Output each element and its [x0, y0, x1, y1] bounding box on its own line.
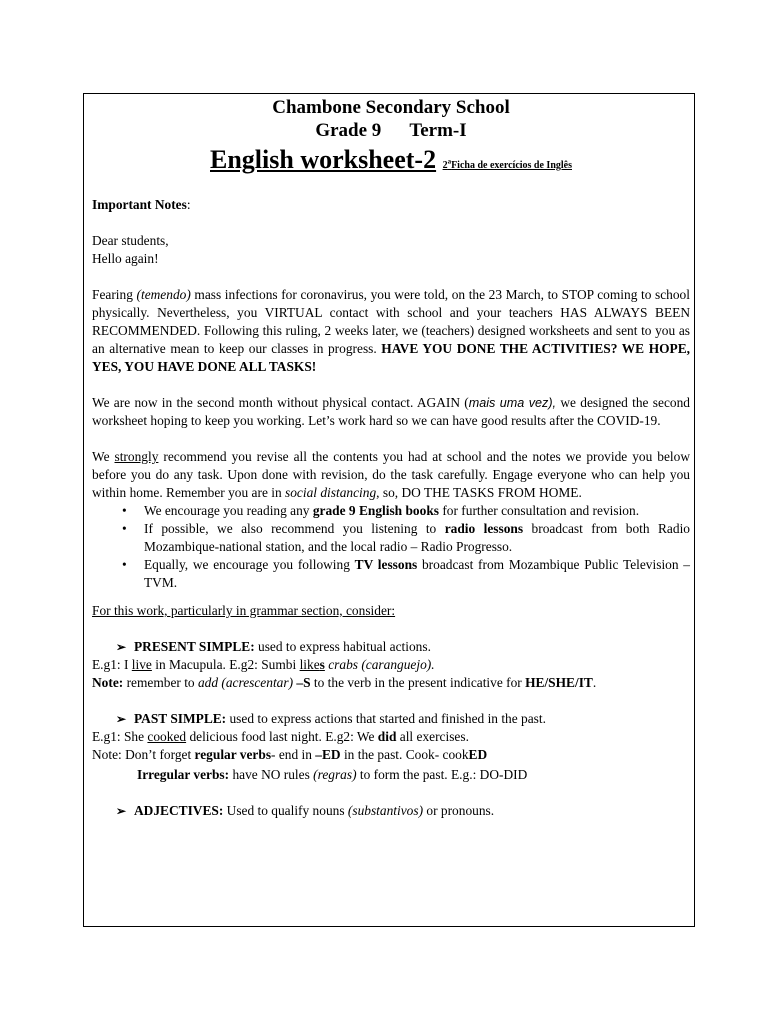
grammar-intro: For this work, particularly in grammar section, consider:: [92, 603, 396, 618]
grade-term-line: [92, 119, 690, 143]
school-name: Chambone Secondary School: [272, 97, 510, 118]
adjectives-heading: ➢ ADJECTIVES: Used to qualify nouns (substantivos) or pronouns.: [116, 803, 495, 818]
worksheet-title: [92, 144, 690, 182]
paragraph-2: We are now in the second month without physical contact. AGAIN (mais uma vez), we designed the second worksheet hoping to keep you working. Let’s work hard so we can have good results after the COVID-19.: [92, 395, 690, 428]
arrow-bullet-icon: ➢: [116, 804, 127, 818]
paragraph-3: We strongly recommend you revise all the contents you had at school and the notes we provide you below before you do any task. Upon done with revision, do the task carefully. Engage everyone who can help you within home. Remember you are in social distancing, so, DO THE TASKS FROM HOME.: [92, 449, 691, 500]
arrow-bullet-icon: ➢: [116, 712, 127, 726]
arrow-bullet-icon: ➢: [116, 640, 127, 654]
important-notes-heading: Important Notes:: [92, 197, 191, 212]
paragraph-1: Fearing (temendo) mass infections for coronavirus, you were told, on the 23 March, to STOP coming to school physically. Nevertheless, you VIRTUAL contact with school and your teachers HAS ALWAYS BEEN RECOMMENDED. Following this ruling, 2 weeks later, we (teachers) designed worksheets and sent to you as an alternative mean to keep our classes in progress. HAVE YOU DONE THE ACTIVITIES? WE HOPE, YES, YOU HAVE DONE ALL TASKS!: [92, 287, 690, 374]
irregular-verbs-note: Irregular verbs: have NO rules (regras) to form the past. E.g.: DO-DID: [137, 767, 528, 782]
worksheet-subtitle: 2$^a$Ficha de exercícios de Inglês: [442, 157, 572, 171]
list-item: • Equally, we encourage you following TV lessons broadcast from Mozambique Public Television – TVM.: [144, 556, 690, 592]
past-simple-examples: E.g1: She cooked delicious food last night. E.g2: We did all exercises.: [92, 729, 469, 744]
worksheet-content: [92, 94, 690, 820]
present-simple-examples: E.g1: I live in Macupula. E.g2: Sumbi likes crabs (caranguejo).: [92, 657, 435, 672]
past-simple-heading: ➢ PAST SIMPLE: used to express actions that started and finished in the past.: [116, 711, 546, 726]
term-label: Term-I: [409, 120, 467, 141]
past-simple-note: Note: Don’t forget regular verbs- end in –ED in the past. Cook- cookED: [92, 747, 488, 762]
present-simple-heading: ➢ PRESENT SIMPLE: used to express habitual actions.: [116, 639, 431, 654]
present-simple-note: Note: remember to add (acrescentar) –S to the verb in the present indicative for HE/SHE/IT.: [92, 675, 597, 690]
list-item: • If possible, we also recommend you listening to radio lessons broadcast from both Radio Mozambique-national station, and the local radio – Radio Progresso.: [144, 520, 690, 556]
recommendation-list: [92, 502, 690, 592]
worksheet-title-main: English worksheet-2: [210, 145, 437, 174]
list-item: • We encourage you reading any grade 9 English books for further consultation and revision.: [144, 502, 690, 520]
greeting-line-2: Hello again!: [92, 251, 159, 266]
grade-label: Grade 9: [315, 120, 382, 141]
worksheet-frame: [83, 93, 695, 927]
greeting-line-1: Dear students,: [92, 233, 169, 248]
